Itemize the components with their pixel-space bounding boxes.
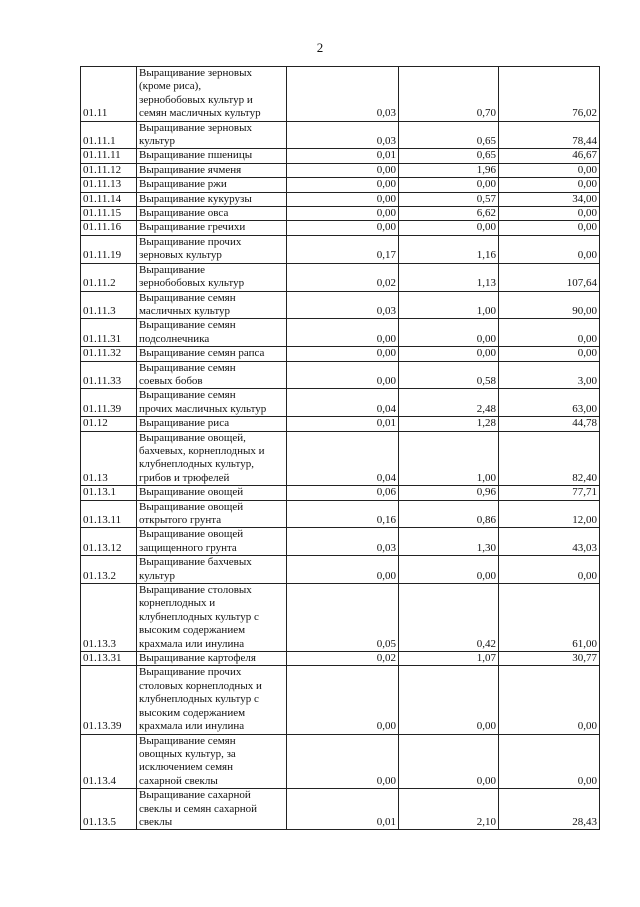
value1-cell-text: 0,00 [376,163,396,176]
value1-cell [287,178,399,192]
code-cell [81,291,137,319]
code-cell-text: 01.11.11 [83,149,121,162]
value3-cell [499,207,600,221]
value2-cell [399,207,499,221]
value3-cell [499,652,600,666]
name-cell [137,556,287,584]
code-cell-text: 01.11.39 [83,402,122,415]
table-row [81,207,600,221]
value2-cell [399,192,499,206]
value2-cell [399,221,499,235]
value3-cell-text: 0,00 [577,249,597,262]
table-row [81,528,600,556]
code-cell [81,149,137,163]
value1-cell [287,235,399,263]
name-cell-text: Выращивание овощей [139,486,244,499]
value2-cell [399,149,499,163]
value1-cell [287,263,399,291]
table-row [81,235,600,263]
name-cell-text: Выращивание семян масличных культур [139,291,236,317]
name-cell [137,178,287,192]
value3-cell [499,163,600,177]
value3-cell [499,528,600,556]
table-row [81,347,600,361]
name-cell-text: Выращивание прочих зерновых культур [139,235,242,262]
name-cell [137,528,287,556]
value1-cell [287,652,399,666]
value3-cell [499,500,600,528]
value1-cell [287,361,399,389]
table-row [81,556,600,584]
value3-cell-text: 90,00 [572,304,597,317]
value2-cell [399,652,499,666]
value1-cell-text: 0,06 [376,486,396,499]
value2-cell-text: 0,70 [476,107,496,120]
value3-cell [499,347,600,361]
value3-cell [499,319,600,347]
code-cell [81,347,137,361]
code-cell-text: 01.11.32 [83,347,122,360]
code-cell-text: 01.11.14 [83,192,122,205]
value2-cell-text: 1,13 [476,277,496,290]
value1-cell [287,207,399,221]
table-row [81,652,600,666]
value1-cell [287,389,399,417]
value1-cell-text: 0,03 [376,304,396,317]
value2-cell-text: 0,65 [476,149,496,162]
name-cell-text: Выращивание ячменя [139,163,242,176]
value1-cell [287,666,399,734]
name-cell [137,319,287,347]
value1-cell-text: 0,16 [376,514,396,526]
value3-cell-text: 3,00 [577,374,597,387]
name-cell-text: Выращивание овощей открытого грунта [139,500,244,526]
code-cell [81,235,137,263]
value1-cell [287,789,399,830]
value2-cell [399,528,499,556]
table-row [81,163,600,177]
name-cell-text: Выращивание картофеля [139,652,256,665]
value3-cell [499,235,600,263]
code-cell-text: 01.11.33 [83,374,122,387]
value2-cell-text: 0,57 [476,192,496,205]
code-cell [81,67,137,122]
code-cell-text: 01.11.2 [83,277,116,290]
name-cell [137,789,287,830]
value2-cell-text: 0,00 [476,720,496,733]
value3-cell [499,486,600,500]
name-cell [137,67,287,122]
value2-cell-text: 2,10 [476,815,496,828]
code-cell [81,666,137,734]
code-cell-text: 01.11.19 [83,249,122,262]
name-cell-text: Выращивание ржи [139,178,227,191]
value1-cell [287,67,399,122]
code-cell-text: 01.12 [83,417,108,430]
value3-cell-text: 77,71 [572,486,597,499]
value2-cell-text: 1,00 [476,304,496,317]
value3-cell [499,263,600,291]
name-cell-text: Выращивание пшеницы [139,149,253,162]
table-row [81,584,600,652]
code-cell-text: 01.11.13 [83,178,122,191]
code-cell-text: 01.11.15 [83,207,122,220]
value3-cell [499,417,600,431]
value2-cell [399,291,499,319]
name-cell [137,361,287,389]
value1-cell-text: 0,03 [376,107,396,120]
code-cell [81,207,137,221]
value2-cell-text: 0,42 [476,637,496,650]
name-cell [137,192,287,206]
name-cell [137,666,287,734]
value1-cell-text: 0,02 [376,652,396,665]
name-cell-text: Выращивание семян подсолнечника [139,319,236,345]
name-cell-text: Выращивание семян рапса [139,347,265,360]
value2-cell-text: 0,00 [476,221,496,234]
value3-cell-text: 0,00 [577,207,597,220]
code-cell-text: 01.13.4 [83,774,116,787]
name-cell-text: Выращивание семян соевых бобов [139,361,236,387]
value2-cell-text: 0,86 [476,514,496,526]
value3-cell [499,178,600,192]
code-cell [81,734,137,789]
code-cell [81,361,137,389]
table-body [81,67,600,830]
value3-cell-text: 78,44 [572,135,597,148]
value3-cell [499,666,600,734]
name-cell-text: Выращивание прочих столовых корнеплодных и клубнеплодных культур с высоким содержанием крахмала или инулина [139,666,262,733]
value1-cell [287,291,399,319]
code-cell [81,486,137,500]
table-row [81,149,600,163]
value2-cell-text: 1,28 [476,417,496,430]
table-row [81,291,600,319]
value2-cell-text: 6,62 [476,207,496,220]
value3-cell-text: 0,00 [577,347,597,360]
table-row [81,221,600,235]
value3-cell-text: 0,00 [577,221,597,234]
value2-cell [399,235,499,263]
value3-cell [499,67,600,122]
value1-cell-text: 0,17 [376,249,396,262]
name-cell-text: Выращивание семян овощных культур, за исключением семян сахарной свеклы [139,734,236,787]
value3-cell [499,361,600,389]
value3-cell [499,556,600,584]
value3-cell-text: 107,64 [566,277,597,290]
name-cell-text: Выращивание зерновых (кроме риса), зернобобовых культур и семян масличных культур [139,67,261,120]
code-cell-text: 01.13 [83,471,108,484]
page-number: 2 [316,40,324,55]
table-row [81,192,600,206]
table-row [81,734,600,789]
value2-cell [399,67,499,122]
value3-cell [499,389,600,417]
name-cell [137,486,287,500]
code-cell [81,221,137,235]
table-row [81,486,600,500]
code-cell [81,584,137,652]
value3-cell-text: 0,00 [577,569,597,582]
code-cell-text: 01.11.3 [83,304,116,317]
code-cell [81,417,137,431]
value1-cell [287,121,399,149]
name-cell [137,500,287,528]
value2-cell [399,319,499,347]
value1-cell-text: 0,00 [376,178,396,191]
value2-cell-text: 0,00 [476,774,496,787]
value1-cell-text: 0,00 [376,774,396,787]
name-cell-text: Выращивание кукурузы [139,192,252,205]
value1-cell-text: 0,00 [376,569,396,582]
code-cell-text: 01.13.31 [83,652,122,665]
code-cell [81,789,137,830]
value2-cell [399,263,499,291]
value2-cell-text: 0,00 [476,332,496,345]
code-cell [81,500,137,528]
name-cell [137,163,287,177]
value3-cell-text: 28,43 [572,815,597,828]
value3-cell [499,192,600,206]
value3-cell [499,584,600,652]
code-cell [81,192,137,206]
value3-cell [499,789,600,830]
name-cell-text: Выращивание зерновых культур [139,121,253,148]
value3-cell-text: 12,00 [572,514,597,526]
name-cell-text: Выращивание овощей защищенного грунта [139,528,244,554]
code-cell [81,178,137,192]
value2-cell-text: 2,48 [476,402,496,415]
code-cell [81,528,137,556]
value3-cell-text: 61,00 [572,637,597,650]
name-cell [137,291,287,319]
value1-cell-text: 0,02 [376,277,396,290]
value1-cell-text: 0,00 [376,221,396,234]
value1-cell [287,734,399,789]
value2-cell-text: 0,65 [476,135,496,148]
code-cell [81,121,137,149]
code-cell [81,263,137,291]
table-row [81,263,600,291]
code-cell-text: 01.11.1 [83,135,116,148]
value1-cell-text: 0,00 [376,347,396,360]
name-cell [137,389,287,417]
value1-cell-text: 0,04 [376,402,396,415]
value2-cell-text: 0,00 [476,178,496,191]
value3-cell-text: 30,77 [572,652,597,665]
value2-cell-text: 0,00 [476,347,496,360]
value1-cell [287,528,399,556]
table-row [81,361,600,389]
name-cell-text: Выращивание овса [139,207,229,220]
value1-cell [287,486,399,500]
value3-cell-text: 0,00 [577,178,597,191]
value1-cell [287,417,399,431]
value3-cell-text: 44,78 [572,417,597,430]
name-cell [137,263,287,291]
value1-cell [287,500,399,528]
code-cell-text: 01.13.3 [83,637,116,650]
name-cell [137,347,287,361]
value1-cell [287,163,399,177]
table-row [81,500,600,528]
value1-cell-text: 0,00 [376,207,396,220]
data-table [80,66,600,830]
value1-cell [287,584,399,652]
name-cell-text: Выращивание семян прочих масличных культур [139,389,267,415]
value3-cell-text: 0,00 [577,163,597,176]
value2-cell [399,584,499,652]
value1-cell-text: 0,03 [376,541,396,554]
table-row [81,431,600,486]
value1-cell [287,221,399,235]
value2-cell [399,178,499,192]
value1-cell-text: 0,04 [376,471,396,484]
name-cell [137,207,287,221]
name-cell-text: Выращивание гречихи [139,221,246,234]
value1-cell [287,347,399,361]
value1-cell [287,149,399,163]
value2-cell [399,389,499,417]
value2-cell-text: 1,96 [476,163,496,176]
value2-cell-text: 0,96 [476,486,496,499]
value3-cell-text: 63,00 [572,402,597,415]
code-cell-text: 01.13.39 [83,720,122,733]
value1-cell-text: 0,01 [376,815,396,828]
code-cell-text: 01.13.5 [83,815,116,828]
name-cell-text: Выращивание столовых корнеплодных и клубнеплодных культур с высоким содержанием крахмала или инулина [139,584,259,650]
value1-cell-text: 0,01 [376,149,396,162]
table-row [81,666,600,734]
code-cell-text: 01.11.12 [83,163,122,176]
name-cell-text: Выращивание сахарной свеклы и семян сахарной свеклы [139,789,257,828]
value2-cell [399,556,499,584]
value3-cell [499,734,600,789]
value2-cell-text: 0,58 [476,374,496,387]
value2-cell [399,789,499,830]
code-cell-text: 01.11.16 [83,221,122,234]
value1-cell-text: 0,00 [376,720,396,733]
name-cell [137,235,287,263]
value3-cell-text: 0,00 [577,332,597,345]
value2-cell [399,163,499,177]
value2-cell-text: 1,16 [476,249,496,262]
value1-cell-text: 0,00 [376,332,396,345]
value3-cell [499,221,600,235]
name-cell [137,431,287,486]
value3-cell [499,121,600,149]
value1-cell [287,192,399,206]
name-cell [137,221,287,235]
name-cell [137,417,287,431]
value3-cell [499,431,600,486]
value3-cell [499,149,600,163]
table-row [81,319,600,347]
code-cell [81,652,137,666]
table-row [81,178,600,192]
code-cell-text: 01.13.1 [83,486,116,499]
value3-cell-text: 43,03 [572,541,597,554]
value3-cell [499,291,600,319]
name-cell [137,734,287,789]
value1-cell [287,431,399,486]
value2-cell [399,431,499,486]
table-row [81,417,600,431]
value1-cell-text: 0,03 [376,135,396,148]
value2-cell-text: 0,00 [476,569,496,582]
value3-cell-text: 0,00 [577,774,597,787]
table-row [81,389,600,417]
value1-cell-text: 0,00 [376,374,396,387]
code-cell-text: 01.11.31 [83,332,122,345]
table-row [81,789,600,830]
code-cell [81,163,137,177]
value3-cell-text: 82,40 [572,471,597,484]
value3-cell-text: 34,00 [572,192,597,205]
name-cell-text: Выращивание овощей, бахчевых, корнеплодных и клубнеплодных культур, грибов и трюфелей [139,431,265,484]
code-cell-text: 01.13.2 [83,569,116,582]
value2-cell-text: 1,30 [476,541,496,554]
code-cell-text: 01.13.12 [83,541,122,554]
value1-cell-text: 0,01 [376,417,396,430]
value1-cell [287,556,399,584]
value2-cell [399,417,499,431]
value2-cell [399,666,499,734]
value3-cell-text: 0,00 [577,720,597,733]
value2-cell-text: 1,00 [476,471,496,484]
name-cell [137,584,287,652]
value2-cell [399,734,499,789]
name-cell-text: Выращивание зернобобовых культур [139,263,245,290]
value3-cell-text: 46,67 [572,149,597,162]
value2-cell [399,500,499,528]
code-cell-text: 01.13.11 [83,514,122,526]
name-cell [137,149,287,163]
code-cell [81,556,137,584]
value2-cell [399,361,499,389]
code-cell [81,389,137,417]
name-cell-text: Выращивание риса [139,417,230,430]
value2-cell [399,486,499,500]
name-cell [137,121,287,149]
code-cell-text: 01.11 [83,107,108,120]
value1-cell [287,319,399,347]
value2-cell [399,347,499,361]
value2-cell-text: 1,07 [476,652,496,665]
name-cell-text: Выращивание бахчевых культур [139,556,252,582]
value1-cell-text: 0,00 [376,192,396,205]
value2-cell [399,121,499,149]
value1-cell-text: 0,05 [376,637,396,650]
table-row [81,121,600,149]
code-cell [81,319,137,347]
name-cell [137,652,287,666]
value3-cell-text: 76,02 [572,107,597,120]
code-cell [81,431,137,486]
table-row [81,67,600,122]
